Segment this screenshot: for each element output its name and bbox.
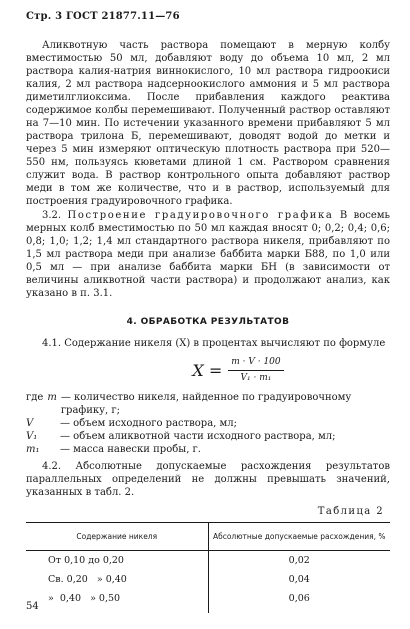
- table-cell-range: » 0,40 » 0,50: [26, 589, 208, 613]
- definition-symbol: m: [47, 392, 57, 403]
- table-cell-value: 0,02: [288, 555, 310, 566]
- table-row: [26, 589, 390, 613]
- formula-fraction: [228, 356, 283, 385]
- table-header-content: Содержание никеля: [26, 523, 208, 551]
- table-header-tolerance: Абсолютные допускаемые расхождения, %: [208, 523, 390, 551]
- section-title: 4. ОБРАБОТКА РЕЗУЛЬТАТОВ: [126, 317, 290, 327]
- paragraph-aliquot: Аликвотную часть раствора помещают в мерную колбу вместимостью 50 мл, добавляют воду до объема 10 мл, 2 мл раствора калия-натрия виннокислого, 10 мл раствора гидроокиси калия, 2 мл раствора надсерноокислого аммония и 5 мл раствора диметилглиоксима. После прибавления каждого реактива содержимое колбы перемешивают. Полученный раствор оставляют на 7—10 мин. По истечении указанного времени прибавляют 5 мл раствора трилона Б, перемешивают, доводят водой до метки и через 5 мин измеряют оптическую плотность раствора при 520—550 нм, пользуясь кюветами длиной 1 см. Раствором сравнения служит вода. В раствор контрольного опыта добавляют раствор меди в том же количестве, что и в раствор, используемый для построения градуировочного графика.: [26, 40, 390, 207]
- formula-denominator: V₁ · m₁: [240, 373, 272, 383]
- paragraph-calibration: [26, 209, 390, 300]
- definition-symbol: m₁: [26, 444, 40, 455]
- page-header: Стр. 3 ГОСТ 21877.11—76: [26, 11, 180, 22]
- clause-number: 3.2.: [42, 210, 62, 221]
- clause-body: В восемь мерных колб вместимостью по 50 мл каждая вносят 0; 0,2; 0,4; 0,6; 0,8; 1,0; 1,2; 1,4 мл стандартного раствора никеля, прибавляют по 1,5 мл раствора меди при анализе баббита марки Б88, по 1,0 или 0,5 мл — при анализе баббита марки БН (в зависимости от величины аликвотной части раствора) и продолжают анализ, как указано в п. 3.1.: [26, 210, 391, 299]
- definition-symbol: V₁: [26, 431, 38, 442]
- table-row: [26, 570, 390, 589]
- clause-title: Построение градуировочного графика: [67, 210, 334, 221]
- formula-numerator: m · V · 100: [228, 356, 283, 371]
- table-row: [26, 551, 390, 571]
- paragraph-tolerance: 4.2. Абсолютные допускаемые расхождения результатов параллельных определений не должны превышать значений, указанных в табл. 2.: [26, 461, 390, 498]
- definition-text: — количество никеля, найденное по градуировочному графику, г;: [60, 392, 352, 416]
- table-label: Таблица 2: [317, 506, 384, 517]
- tolerance-table: [26, 522, 390, 613]
- definition-text: — объем аликвотной части исходного раствора, мл;: [60, 431, 336, 442]
- definition-text: — объем исходного раствора, мл;: [60, 418, 238, 429]
- table-cell-range: Св. 0,20 » 0,40: [26, 570, 208, 589]
- definition-row: [26, 430, 390, 443]
- table-cell-value: 0,04: [288, 574, 310, 585]
- page-number: 54: [26, 601, 39, 612]
- nickel-formula: [86, 356, 390, 385]
- where-word: где: [26, 392, 44, 403]
- definition-row: [26, 443, 390, 456]
- formula-definitions: [26, 391, 390, 456]
- definition-symbol: V: [26, 418, 34, 429]
- table-cell-value: 0,06: [288, 593, 310, 604]
- formula-lhs: X =: [192, 361, 223, 380]
- definition-text: — масса навески пробы, г.: [60, 444, 201, 455]
- table-header-row: [26, 523, 390, 551]
- definition-row: [26, 417, 390, 430]
- paragraph-formula-intro: 4.1. Содержание никеля (X) в процентах вычисляют по формуле: [42, 338, 386, 349]
- document-page: [26, 10, 390, 613]
- table-cell-range: От 0,10 до 0,20: [26, 551, 208, 571]
- definition-row: [26, 391, 390, 417]
